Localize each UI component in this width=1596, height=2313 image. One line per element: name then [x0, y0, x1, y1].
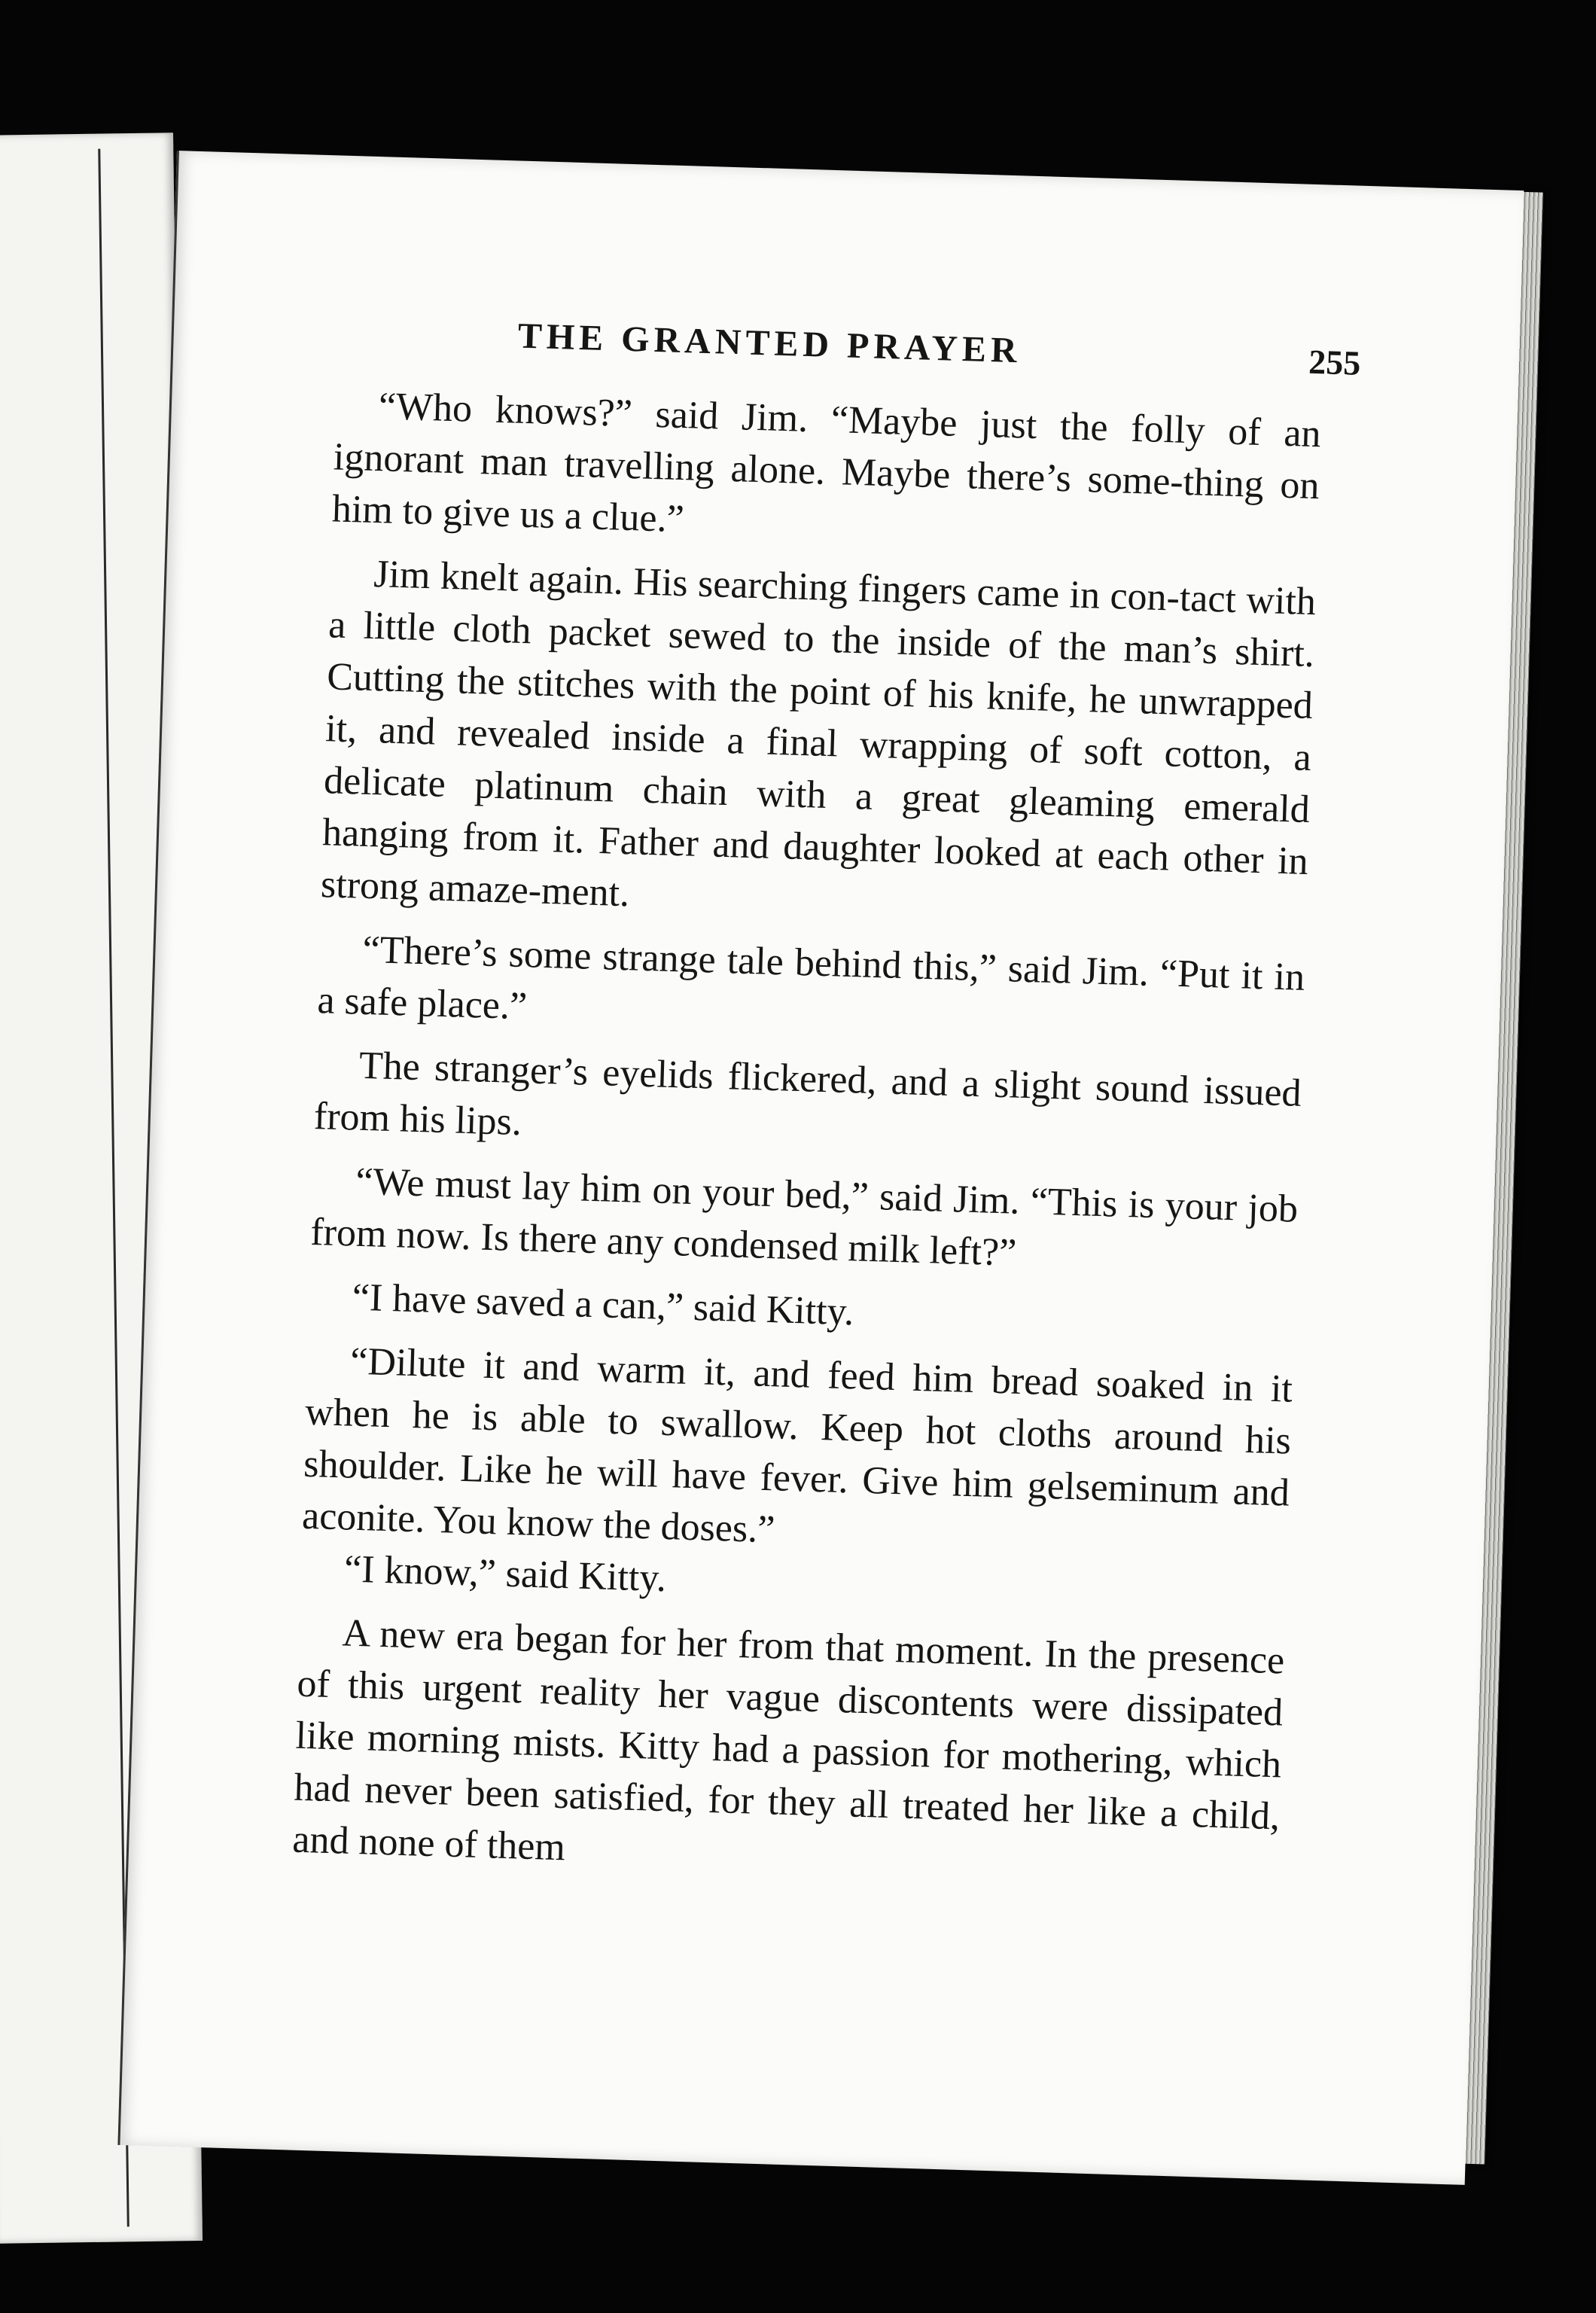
running-head-title: THE GRANTED PRAYER [517, 315, 1022, 371]
page-number: 255 [1308, 342, 1362, 382]
paragraph: “There’s some strange tale behind this,” said Jim. “Put it in a safe place.” [316, 928, 1305, 1029]
paragraph: “Dilute it and warm it, and feed him bread soaked in it when he is able to swallow. Keep hot cloths around his shoulder. Like he will have fever. Give him gelseminum and aconite. You know the doses.” [301, 1339, 1293, 1552]
paragraph: “I have saved a can,” said Kitty. [352, 1275, 855, 1334]
paragraph: “Who knows?” said Jim. “Maybe just the folly of an ignorant man travelling alone. Maybe there’s some-thing on him to give us a clue.” [331, 385, 1322, 541]
paragraph: Jim knelt again. His searching fingers came in con-tact with a little cloth packet sewed to the inside of the man’s shirt. Cutting the stitches with the point of his knife, he unwrapped it, and revealed inside a final wrapping of soft cotton, a delicate platinum chain with a great gleaming emerald hanging from it. Father and daughter looked at each other in strong amaze-ment. [320, 553, 1317, 916]
paragraph: “I know,” said Kitty. [343, 1547, 667, 1601]
paragraph: The stranger’s eyelids flickered, and a slight sound issued from his lips. [313, 1044, 1302, 1144]
book-page [117, 151, 1524, 2185]
paragraph: “We must lay him on your bed,” said Jim. “This is your job from now. Is there any condensed milk left?” [309, 1160, 1299, 1275]
page-text-block [291, 309, 1362, 1894]
paragraph: A new era began for her from that moment. In the presence of this urgent reality her vague discontents were dissipated like morning mists. Kitty had a passion for mothering, which had never been satisfied, for they all treated her like a child, and none of them [291, 1611, 1285, 1870]
